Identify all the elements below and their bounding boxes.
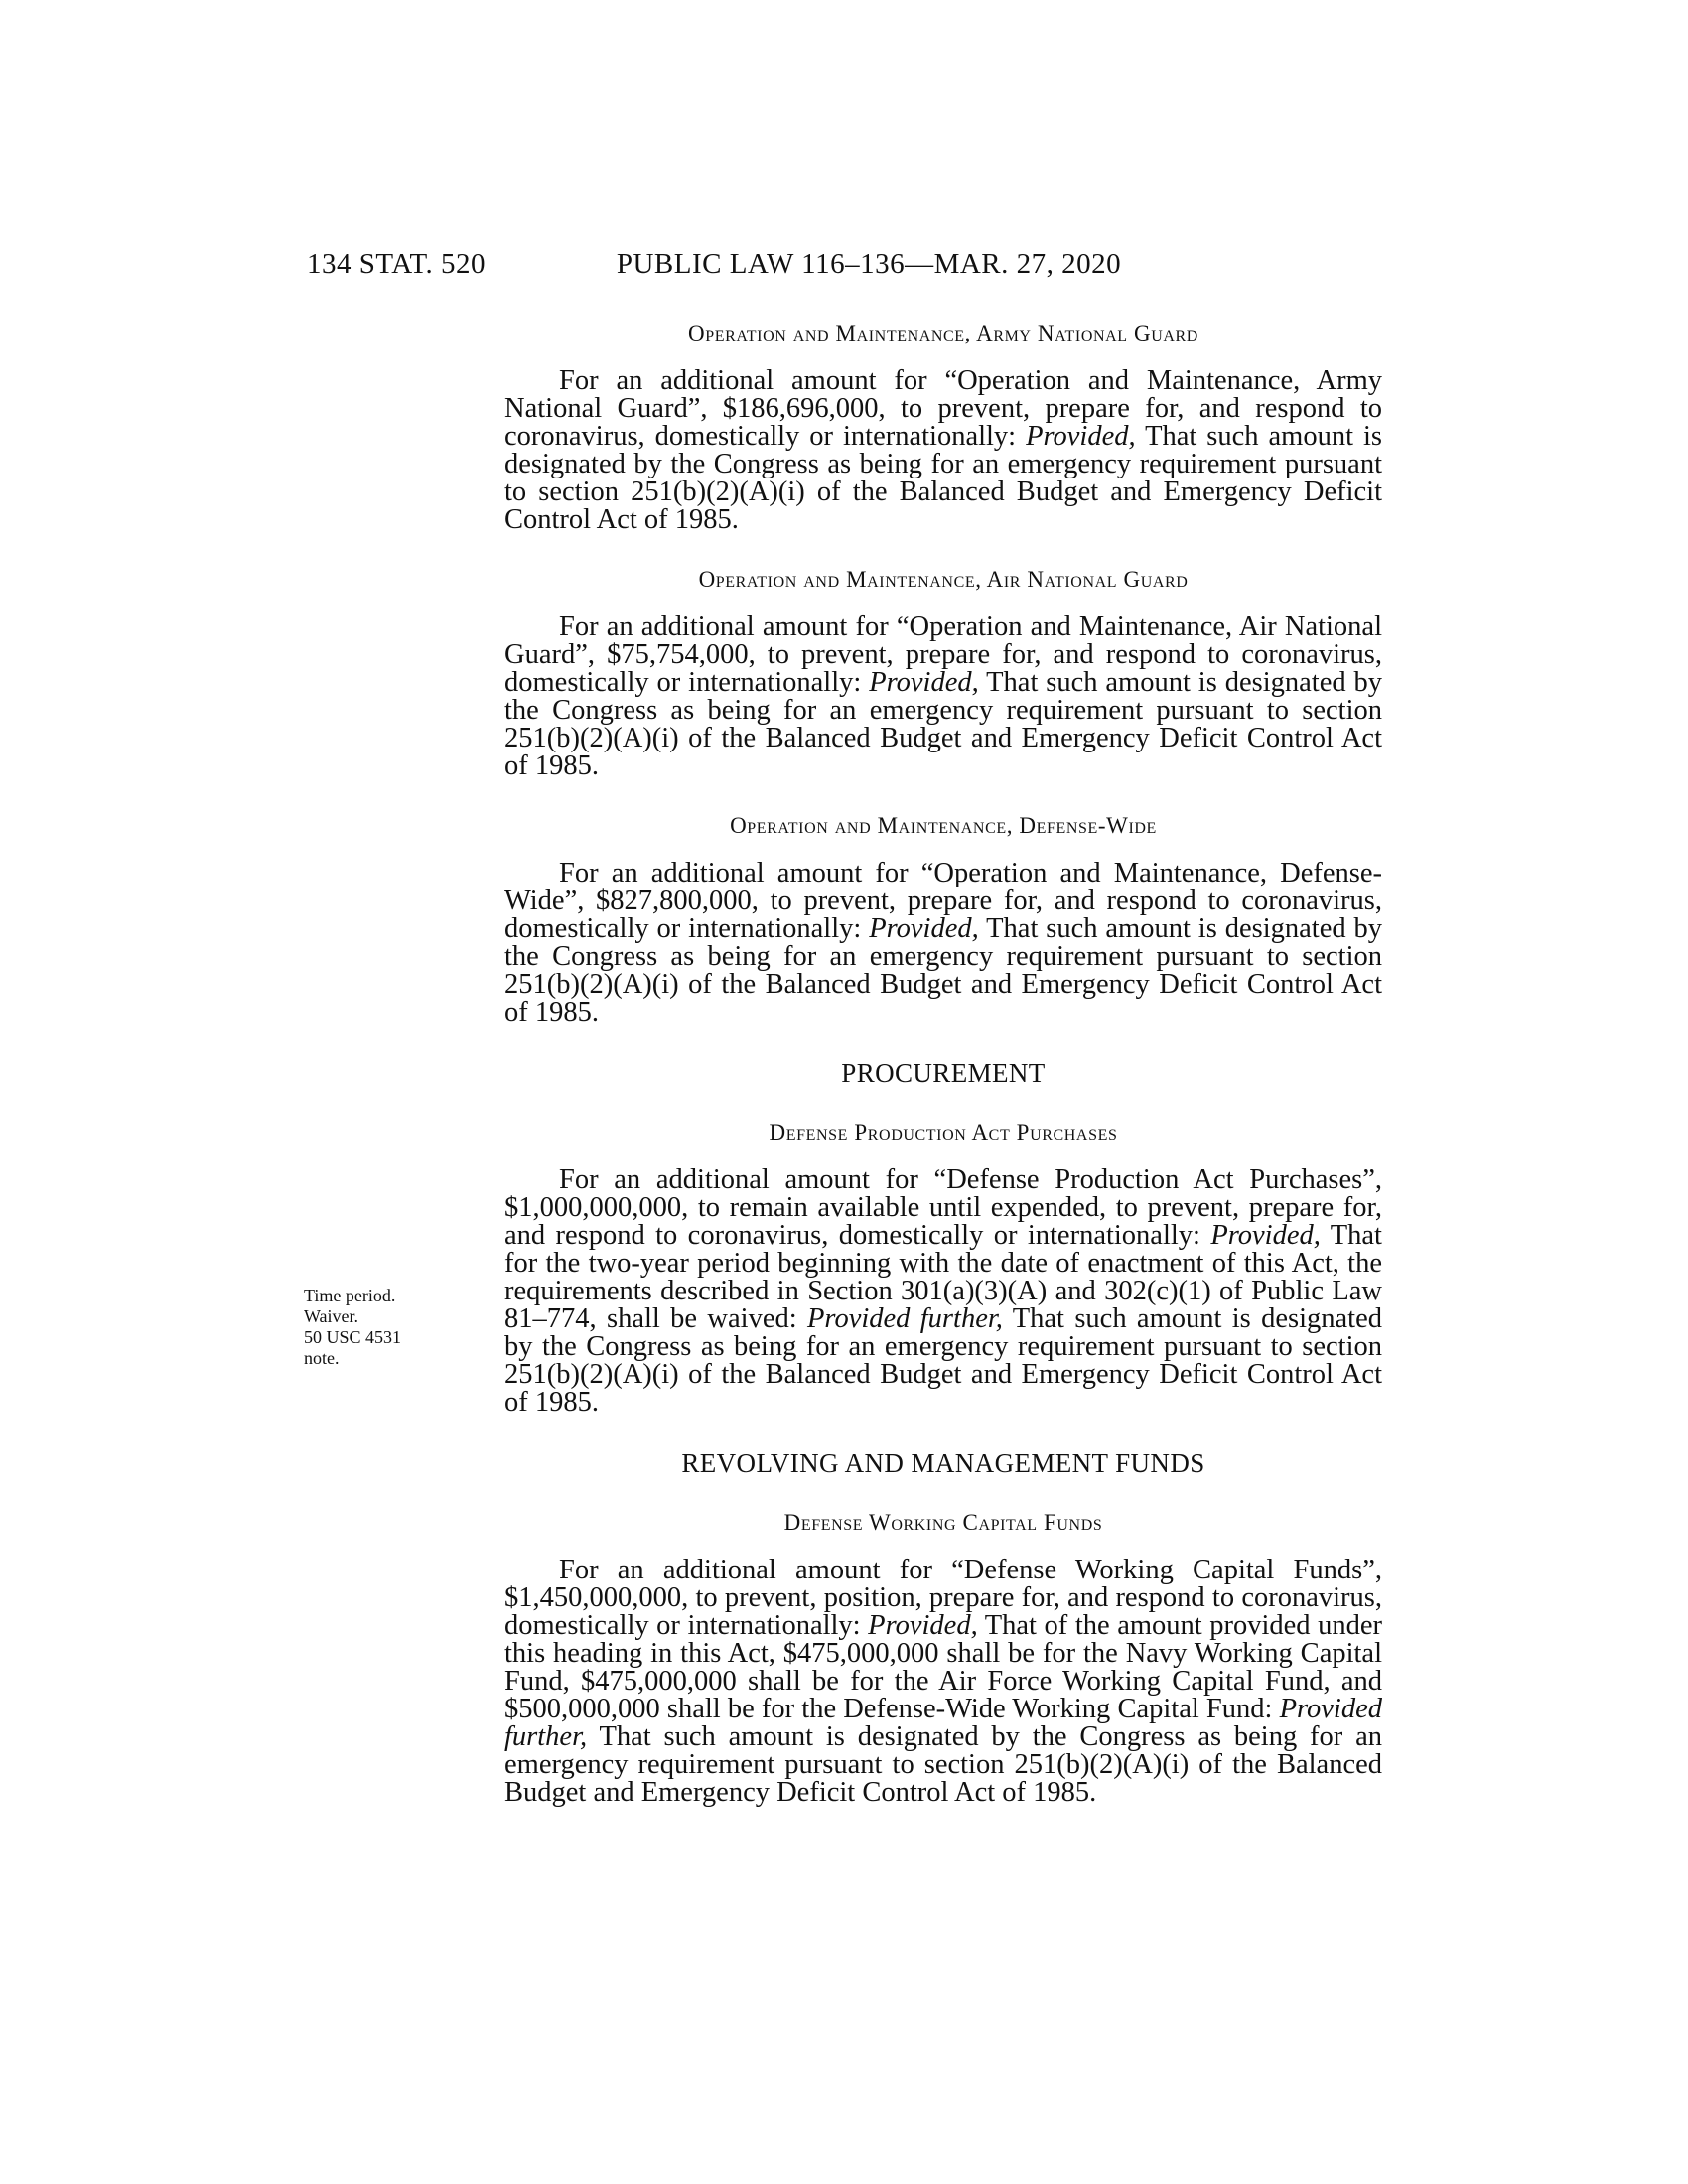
title-heading: PROCUREMENT: [841, 1058, 1046, 1088]
section-paragraph: For an additional amount for “Defense Production Act Purchases”, $1,000,000,000, to remain available until expended, to prevent, prepare for, and respond to coronavirus, domestically or internationally: Provided, That for the two-year period beginning with the date of enactment of this Act, the requirements described in Section 301(a)(3)(A) and 302(c)(1) of Public Law 81–774, shall be waived: Provided further, That such amount is designated by the Congress as being for an emergency requirement pursuant to section 251(b)(2)(A)(i) of the Balanced Budget and Emergency Deficit Control Act of 1985.: [504, 1164, 1383, 1418]
margin-note-line: 50 USC 4531: [304, 1327, 402, 1347]
section-paragraph: For an additional amount for “Defense Working Capital Funds”, $1,450,000,000, to prevent, position, prepare for, and respond to coronavirus, domestically or internationally: Provided, That of the amount provided under this heading in this Act, $475,000,000 shall be for the Navy Working Capital Fund, $475,000,000 shall be for the Air Force Working Capital Fund, and $500,000,000 shall be for the Defense-Wide Working Capital Fund: Provided further, That such amount is designated by the Congress as being for an emergency requirement pursuant to section 251(b)(2)(A)(i) of the Balanced Budget and Emergency Deficit Control Act of 1985.: [504, 1555, 1382, 1808]
section-heading: Operation and Maintenance, Defense-Wide: [730, 813, 1157, 838]
section-paragraph: For an additional amount for “Operation and Maintenance, Army National Guard”, $186,696,000, to prevent, prepare for, and respond to coronavirus, domestically or internationally: Provided, That such amount is designated by the Congress as being for an emergency requirement pursuant to section 251(b)(2)(A)(i) of the Balanced Budget and Emergency Deficit Control Act of 1985.: [504, 365, 1382, 535]
margin-note-line: Waiver.: [304, 1306, 359, 1326]
margin-note-line: Time period.: [304, 1286, 396, 1305]
section-paragraph: For an additional amount for “Operation and Maintenance, Air National Guard”, $75,754,000, to prevent, prepare for, and respond to coronavirus, domestically or internationally: Provided, That such amount is designated by the Congress as being for an emergency requirement pursuant to section 251(b)(2)(A)(i) of the Balanced Budget and Emergency Deficit Control Act of 1985.: [504, 612, 1382, 781]
section-heading: Operation and Maintenance, Air National Guard: [698, 567, 1189, 592]
document-body: [504, 320, 1382, 1839]
section-heading: Defense Working Capital Funds: [783, 1510, 1103, 1535]
section-paragraph: For an additional amount for “Operation and Maintenance, Defense-Wide”, $827,800,000, to prevent, prepare for, and respond to coronavirus, domestically or internationally: Provided, That such amount is designated by the Congress as being for an emergency requirement pursuant to section 251(b)(2)(A)(i) of the Balanced Budget and Emergency Deficit Control Act of 1985.: [504, 858, 1382, 1027]
margin-note-line: note.: [304, 1348, 340, 1368]
page-header: [0, 248, 1688, 288]
title-heading: REVOLVING AND MANAGEMENT FUNDS: [681, 1448, 1205, 1478]
section-heading: Defense Production Act Purchases: [769, 1120, 1118, 1145]
margin-note: [304, 1286, 473, 1369]
running-head: PUBLIC LAW 116–136—MAR. 27, 2020: [616, 248, 1122, 280]
statute-page-number: 134 STAT. 520: [307, 248, 487, 280]
section-heading: Operation and Maintenance, Army National Guard: [688, 321, 1198, 345]
